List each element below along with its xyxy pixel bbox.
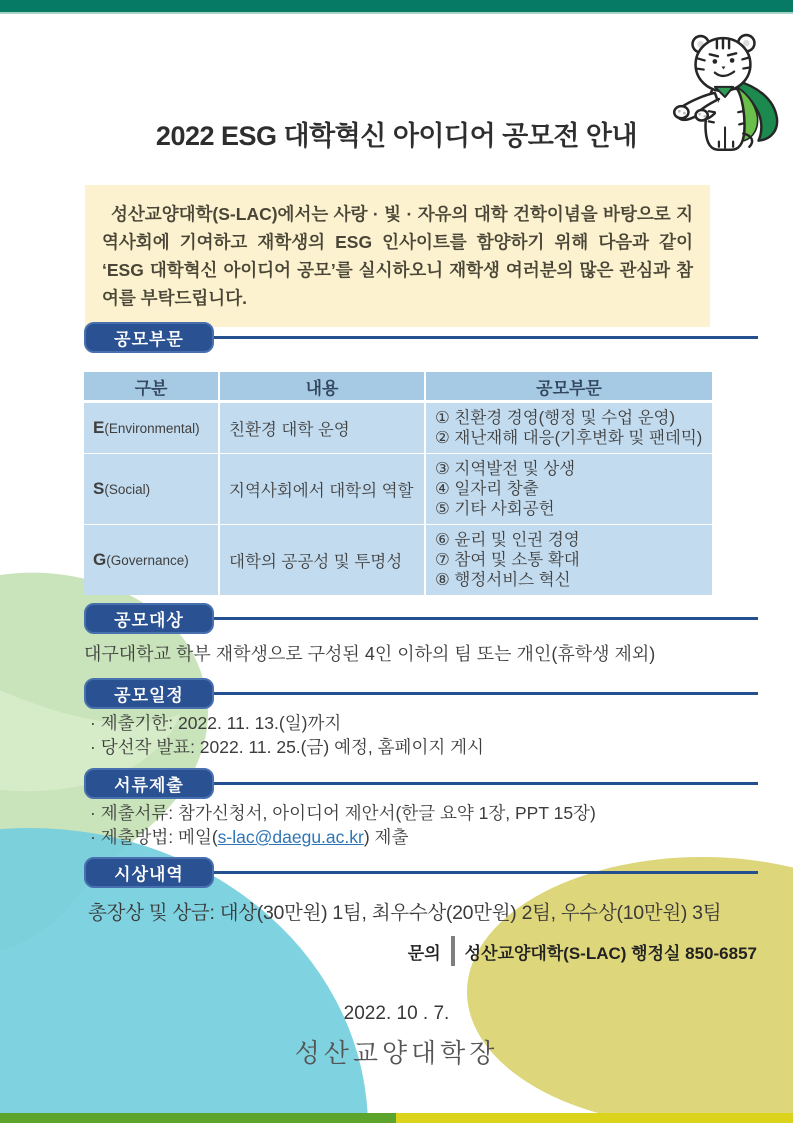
- table-header-row: [84, 372, 708, 400]
- section-tag-target: 공모대상: [84, 603, 214, 634]
- row-code: E(Environmental): [93, 418, 200, 437]
- row-code: S(Social): [93, 479, 151, 498]
- row-items: ③ 지역발전 및 상생 ④ 일자리 창출 ⑤ 기타 사회공헌: [426, 454, 712, 524]
- section-rule-schedule: [212, 692, 758, 695]
- schedule-deadline: · 제출기한: 2022. 11. 13.(일)까지: [90, 713, 342, 733]
- row-content: 대학의 공공성 및 투명성: [220, 525, 424, 595]
- award-text: 총장상 및 상금: 대상(30만원) 1팀, 최우수상(20만원) 2팀, 우수상(10만원) 3팀: [88, 902, 722, 924]
- target-text: 대구대학교 학부 재학생으로 구성된 4인 이하의 팀 또는 개인(휴학생 제외): [84, 644, 656, 664]
- schedule-announcement: · 당선작 발표: 2022. 11. 25.(금) 예정, 홈페이지 게시: [90, 737, 484, 757]
- contact-value: 성산교양대학(S-LAC) 행정실 850-6857: [464, 943, 757, 963]
- col-header-content: 내용: [220, 372, 424, 400]
- document-method: · 제출방법: 메일(s-lac@daegu.ac.kr) 제출: [90, 827, 409, 847]
- section-rule-awards: [212, 871, 758, 874]
- document-lines: [90, 801, 596, 849]
- col-header-parts: 공모부문: [426, 372, 712, 400]
- bottom-bar-green: [0, 1113, 396, 1123]
- col-header-division: 구분: [84, 372, 218, 400]
- footer-signature: 성산교양대학장: [294, 1038, 499, 1068]
- table-row-social: [84, 454, 708, 522]
- section-tag-schedule: 공모일정: [84, 678, 214, 709]
- section-tag-documents: 서류제출: [84, 768, 214, 799]
- row-items: ① 친환경 경영(행정 및 수업 운영) ② 재난재해 대응(기후변화 및 팬데믹): [426, 403, 712, 453]
- row-code: G(Governance): [93, 550, 189, 569]
- section-rule-parts: [212, 336, 758, 339]
- contact-line: [408, 936, 757, 966]
- section-tag-parts: 공모부문: [84, 322, 214, 353]
- email-link[interactable]: s-lac@daegu.ac.kr: [217, 827, 364, 847]
- section-tag-awards: 시상내역: [84, 857, 214, 888]
- schedule-lines: [90, 711, 484, 759]
- intro-paragraph: 성산교양대학(S-LAC)에서는 사랑 · 빛 · 자유의 대학 건학이념을 바탕으로 지역사회에 기여하고 재학생의 ESG 인사이트를 함양하기 위해 다음과 같이 ‘ESG 대학혁신 아이디어 공모’를 실시하오니 재학생 여러분의 많은 관심과 참여를 부탁드립니다.: [85, 185, 710, 327]
- table-row-environmental: [84, 403, 708, 451]
- top-accent-bar: [0, 0, 793, 14]
- table-row-governance: [84, 525, 708, 593]
- contact-label: 문의: [407, 943, 441, 963]
- row-items: ⑥ 윤리 및 인권 경영 ⑦ 참여 및 소통 확대 ⑧ 행정서비스 혁신: [426, 525, 712, 595]
- section-rule-target: [212, 617, 758, 620]
- row-content: 지역사회에서 대학의 역할: [220, 454, 424, 524]
- row-content: 친환경 대학 운영: [220, 403, 424, 453]
- bottom-bar-yellow: [396, 1113, 793, 1123]
- esg-category-table: [84, 372, 708, 593]
- page-title: 2022 ESG 대학혁신 아이디어 공모전 안내: [155, 121, 638, 151]
- section-rule-documents: [212, 782, 758, 785]
- document-required: · 제출서류: 참가신청서, 아이디어 제안서(한글 요약 1장, PPT 15장): [90, 803, 596, 823]
- contact-divider: [451, 936, 455, 966]
- footer-date: 2022. 10 . 7.: [343, 1003, 450, 1024]
